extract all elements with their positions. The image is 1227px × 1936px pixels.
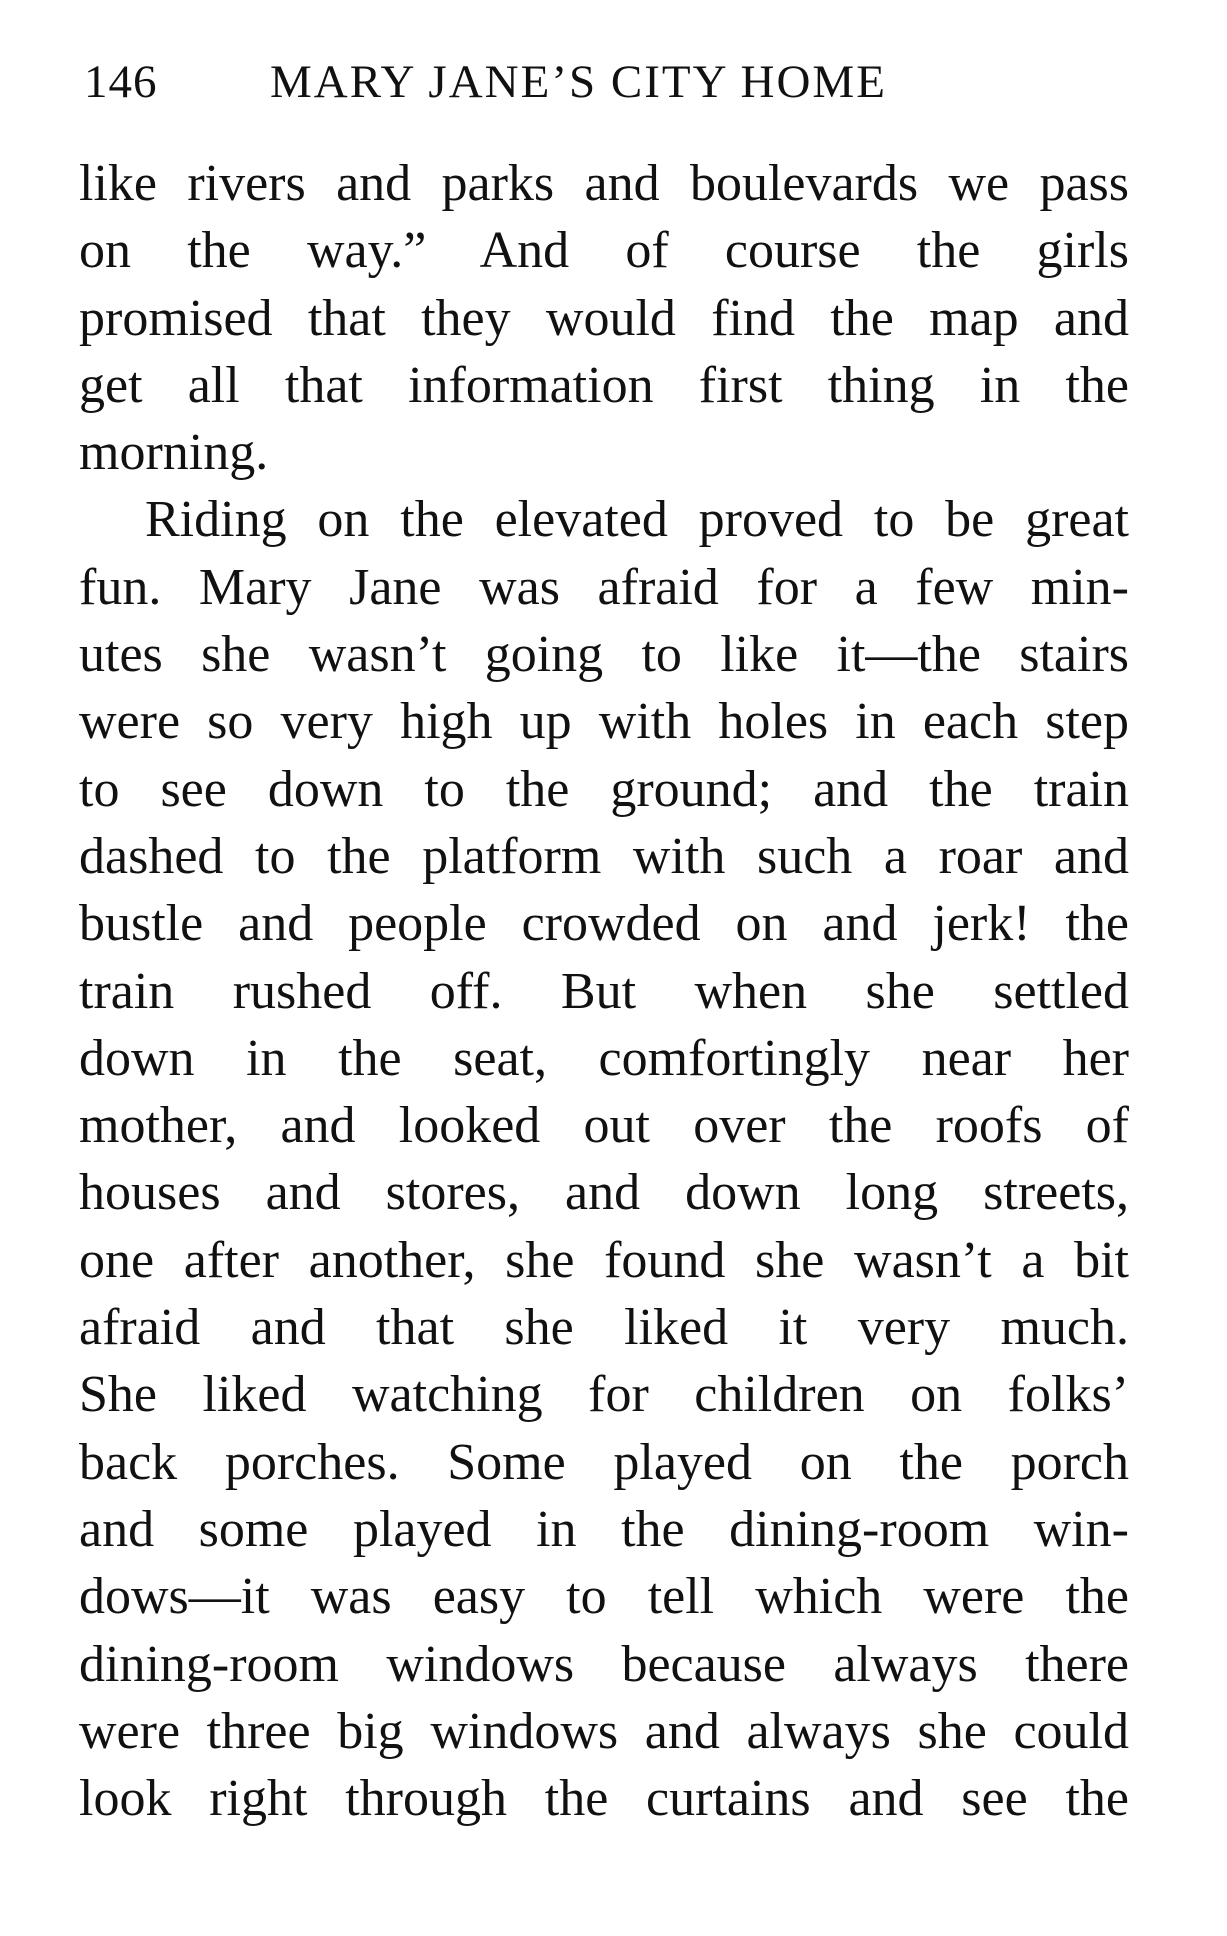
paragraph-end-line: morning.: [79, 424, 269, 482]
text-line: afraid and that she liked it very much.: [79, 1299, 1129, 1357]
text-line: utes she wasn’t going to like it—the stairs: [79, 626, 1129, 684]
text-line: on the way.” And of course the girls: [79, 222, 1129, 280]
text-line: dows—it was easy to tell which were the: [79, 1568, 1129, 1626]
text-line: to see down to the ground; and the train: [79, 760, 1129, 818]
text-line: bustle and people crowded on and jerk! the: [79, 895, 1129, 953]
text-line: She liked watching for children on folks’: [79, 1366, 1129, 1424]
running-head: [84, 52, 1134, 112]
text-line: dining-room windows because always there: [79, 1635, 1129, 1693]
text-line: like rivers and parks and boulevards we pass: [79, 155, 1129, 212]
text-line: look right through the curtains and see the: [79, 1770, 1129, 1828]
text-line: get all that information first thing in the: [79, 356, 1129, 414]
page-number: 146: [84, 56, 158, 108]
text-line: mother, and looked out over the roofs of: [79, 1097, 1129, 1155]
text-line: one after another, she found she wasn’t a bit: [79, 1231, 1129, 1289]
text-line: dashed to the platform with such a roar and: [79, 827, 1129, 885]
text-line: and some played in the dining-room win-: [79, 1500, 1129, 1558]
paragraph-start-line: Riding on the elevated proved to be great: [145, 491, 1129, 549]
book-title: MARY JANE’S CITY HOME: [270, 56, 887, 108]
text-line: promised that they would find the map and: [79, 289, 1129, 347]
text-line: back porches. Some played on the porch: [79, 1433, 1129, 1491]
text-line: train rushed off. But when she settled: [79, 962, 1129, 1020]
text-line: fun. Mary Jane was afraid for a few min-: [79, 558, 1129, 616]
body-text: [79, 150, 1129, 1832]
text-line: were three big windows and always she could: [79, 1702, 1129, 1760]
text-line: were so very high up with holes in each step: [79, 693, 1129, 751]
text-line: down in the seat, comfortingly near her: [79, 1029, 1129, 1087]
text-line: houses and stores, and down long streets,: [79, 1164, 1129, 1222]
